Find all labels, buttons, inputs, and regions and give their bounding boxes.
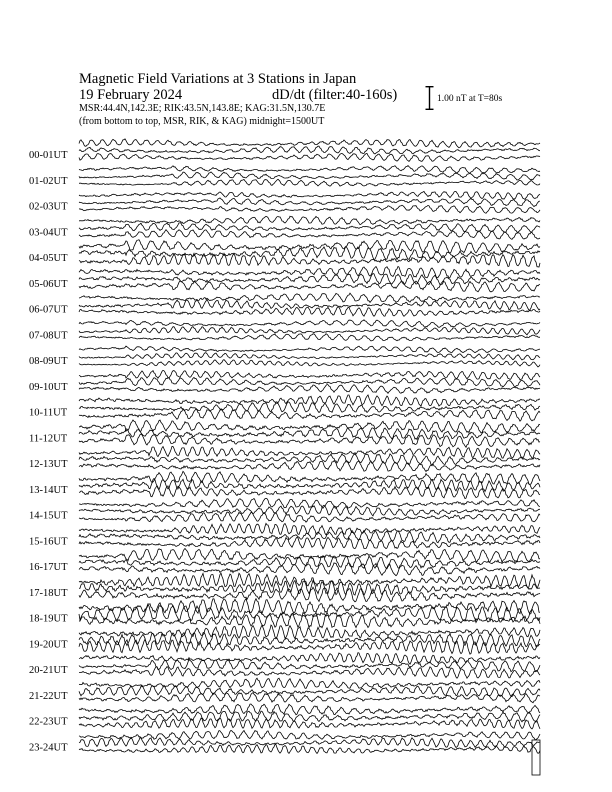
trace-01-02UT-KAG: [79, 166, 540, 174]
trace-23-24UT-KAG: [79, 730, 540, 739]
trace-09-10UT-RIK: [79, 377, 540, 386]
trace-17-18UT-KAG: [79, 573, 540, 588]
hour-label-17-18UT: 17-18UT: [29, 587, 68, 599]
trace-14-15UT-MSR: [79, 512, 540, 522]
hour-label-07-08UT: 07-08UT: [29, 330, 68, 342]
trace-18-19UT-KAG: [79, 599, 540, 614]
hour-label-13-14UT: 13-14UT: [29, 484, 68, 496]
trace-14-15UT-KAG: [79, 498, 540, 508]
trace-11-12UT-MSR: [79, 434, 540, 447]
chart-date: 19 February 2024: [79, 87, 183, 103]
hour-label-20-21UT: 20-21UT: [29, 665, 68, 676]
hour-label-03-04UT: 03-04UT: [29, 227, 68, 239]
hour-label-08-09UT: 08-09UT: [29, 356, 68, 367]
trace-15-16UT-KAG: [79, 523, 540, 534]
hour-label-22-23UT: 22-23UT: [29, 716, 68, 728]
trace-02-03UT-KAG: [79, 191, 540, 199]
hour-label-19-20UT: 19-20UT: [29, 639, 68, 651]
trace-02-03UT-RIK: [79, 198, 540, 207]
trace-03-04UT-RIK: [79, 223, 540, 233]
trace-21-22UT-RIK: [79, 685, 540, 696]
trace-07-08UT-MSR: [79, 334, 540, 341]
hour-label-12-13UT: 12-13UT: [29, 459, 68, 470]
hour-label-14-15UT: 14-15UT: [29, 510, 68, 522]
hour-label-11-12UT: 11-12UT: [29, 433, 68, 445]
trace-07-08UT-KAG: [79, 320, 540, 328]
hour-label-00-01UT: 00-01UT: [29, 150, 68, 161]
trace-10-11UT-MSR: [79, 409, 540, 421]
trace-01-02UT-MSR: [79, 179, 540, 186]
hour-label-10-11UT: 10-11UT: [29, 407, 68, 419]
hour-label-21-22UT: 21-22UT: [29, 690, 68, 702]
trace-08-09UT-RIK: [79, 353, 540, 360]
trace-00-01UT-MSR: [79, 153, 540, 161]
trace-12-13UT-MSR: [79, 461, 540, 472]
trace-20-21UT-KAG: [79, 653, 540, 665]
trace-08-09UT-MSR: [79, 360, 540, 367]
trace-09-10UT-KAG: [79, 370, 540, 380]
trace-10-11UT-KAG: [79, 395, 540, 406]
trace-03-04UT-MSR: [79, 230, 540, 240]
trace-12-13UT-RIK: [79, 454, 540, 465]
trace-23-24UT-MSR: [79, 744, 540, 753]
trace-13-14UT-KAG: [79, 471, 540, 484]
chart-mode: dD/dt (filter:40-160s): [272, 87, 398, 103]
trace-01-02UT-RIK: [79, 172, 540, 180]
trace-16-17UT-KAG: [79, 549, 540, 563]
hour-label-06-07UT: 06-07UT: [29, 304, 68, 316]
trace-12-13UT-KAG: [79, 446, 540, 458]
trace-10-11UT-RIK: [79, 402, 540, 413]
hour-label-18-19UT: 18-19UT: [29, 613, 68, 625]
trace-22-23UT-RIK: [79, 711, 540, 722]
trace-07-08UT-RIK: [79, 327, 540, 335]
trace-17-18UT-MSR: [79, 587, 540, 602]
hour-label-04-05UT: 04-05UT: [29, 253, 68, 264]
hour-label-15-16UT: 15-16UT: [29, 536, 68, 548]
trace-02-03UT-MSR: [79, 205, 540, 213]
trace-00-01UT-KAG: [79, 139, 540, 148]
hour-label-05-06UT: 05-06UT: [29, 278, 68, 290]
chart-title: Magnetic Field Variations at 3 Stations in Japan: [79, 71, 357, 87]
trace-09-10UT-MSR: [79, 385, 540, 394]
trace-13-14UT-MSR: [79, 486, 540, 499]
station-coordinates: MSR:44.4N,142.3E; RIK:43.5N,143.8E; KAG:31.5N,130.7E: [79, 103, 326, 114]
hour-label-16-17UT: 16-17UT: [29, 562, 68, 573]
trace-05-06UT-MSR: [79, 281, 540, 292]
hour-label-09-10UT: 09-10UT: [29, 381, 68, 393]
trace-18-19UT-RIK: [79, 605, 540, 623]
trace-22-23UT-MSR: [79, 718, 540, 729]
trace-08-09UT-KAG: [79, 346, 540, 353]
trace-22-23UT-KAG: [79, 704, 540, 715]
trace-21-22UT-KAG: [79, 678, 540, 688]
hour-label-23-24UT: 23-24UT: [29, 742, 68, 754]
trace-20-21UT-RIK: [79, 660, 540, 672]
trace-06-07UT-RIK: [79, 299, 540, 310]
trace-06-07UT-KAG: [79, 293, 540, 302]
trace-16-17UT-MSR: [79, 563, 540, 576]
trace-06-07UT-MSR: [79, 307, 540, 317]
scale-label: 1.00 nT at T=80s: [437, 94, 503, 104]
trace-05-06UT-KAG: [79, 267, 540, 279]
hour-label-01-02UT: 01-02UT: [29, 175, 68, 187]
station-order-note: (from bottom to top, MSR, RIK, & KAG) midnight=1500UT: [79, 116, 325, 127]
hour-label-02-03UT: 02-03UT: [29, 201, 68, 213]
trace-03-04UT-KAG: [79, 216, 540, 224]
